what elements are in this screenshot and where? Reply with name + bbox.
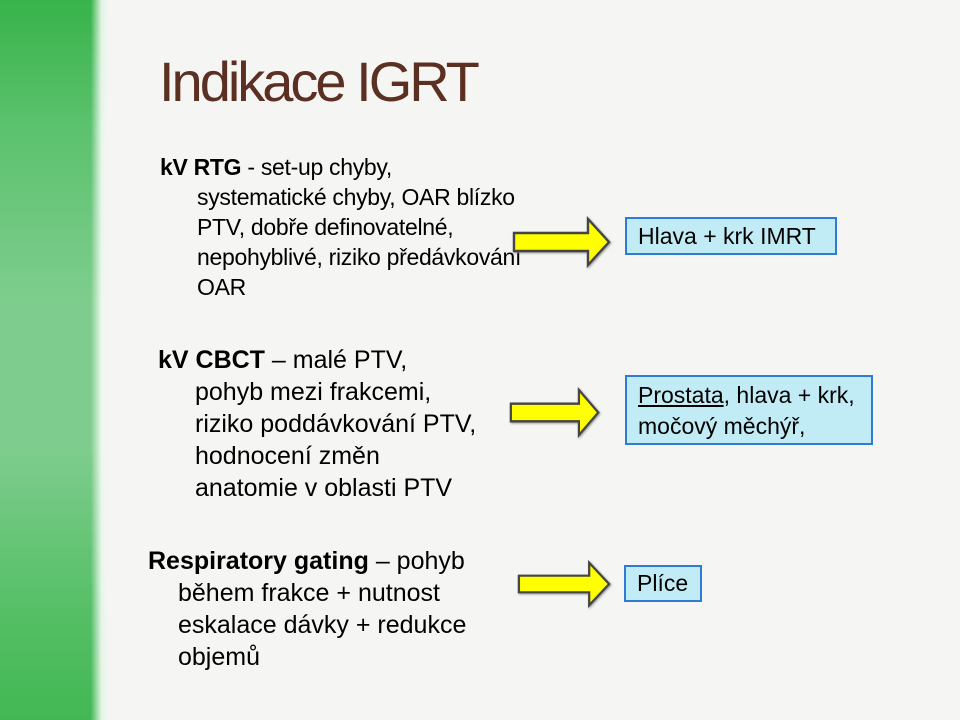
block-line: nepohyblivé, riziko předávkování [197, 244, 522, 270]
block-line: pohyb mezi frakcemi, [195, 378, 432, 406]
callout-line [638, 380, 871, 411]
block-line: systematické chyby, OAR blízko [197, 184, 515, 210]
callout-text: Plíce [637, 570, 689, 596]
block-heading: Respiratory gating [148, 547, 369, 575]
block-heading: kV RTG [160, 154, 242, 180]
right-arrow-icon [517, 560, 612, 608]
callout-text-underlined: Prostata [638, 382, 724, 408]
block-line: objemů [178, 643, 260, 671]
block-line: OAR [197, 274, 246, 300]
slide-title: Indikace IGRT [159, 50, 477, 113]
text-block-kv-cbct [158, 344, 476, 504]
block-heading-line [148, 545, 466, 577]
block-line: eskalace dávky + redukce [178, 611, 467, 639]
block-line: riziko poddávkování PTV, [195, 410, 477, 438]
block-heading: kV CBCT [158, 346, 265, 374]
block-line: PTV, dobře definovatelné, [197, 214, 454, 240]
text-block-respiratory-gating [148, 545, 466, 673]
right-arrow-icon [512, 216, 612, 268]
callout-text: Hlava + krk IMRT [638, 222, 816, 249]
block-heading-rest: – malé PTV, [264, 346, 408, 374]
block-line: anatomie v oblasti PTV [195, 474, 453, 502]
text-block-kv-rtg [160, 152, 521, 302]
block-heading-line [160, 152, 521, 182]
callout-text: , hlava + krk, [723, 382, 855, 408]
callout-hlava-krk-imrt [625, 217, 837, 255]
block-line: hodnocení změn [195, 442, 380, 470]
block-line: během frakce + nutnost [178, 579, 440, 607]
block-heading-rest: – pohyb [368, 547, 465, 575]
callout-plice [624, 565, 702, 602]
block-heading-line [158, 344, 476, 376]
callout-line: močový měchýř, [638, 413, 806, 439]
block-heading-rest: - set-up chyby, [241, 154, 393, 180]
green-gradient-sidebar [0, 0, 108, 720]
callout-prostata [625, 375, 873, 445]
right-arrow-icon [509, 387, 601, 438]
